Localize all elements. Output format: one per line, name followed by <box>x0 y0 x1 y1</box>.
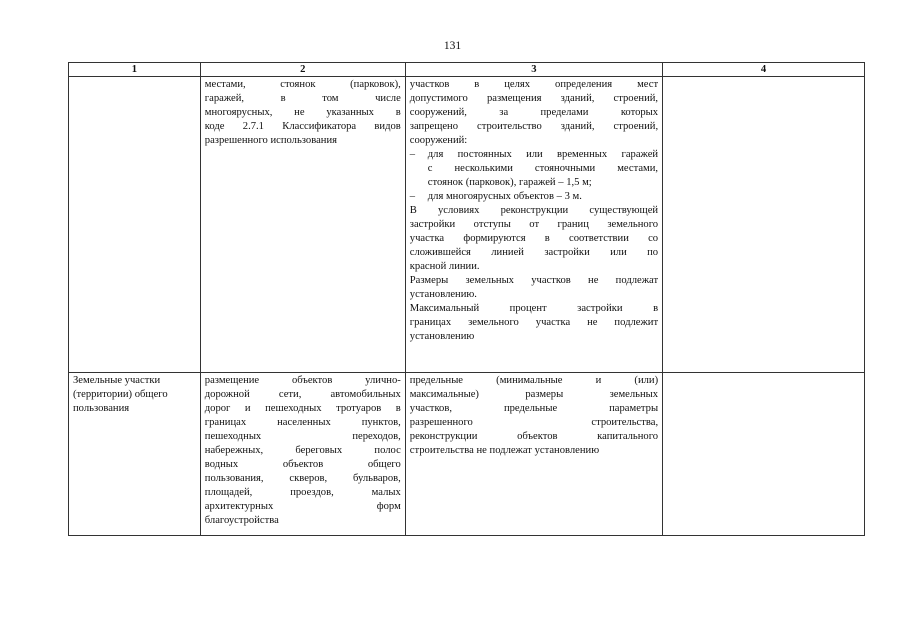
text-line: предельные (минимальные и (или) <box>409 375 659 386</box>
text-line: реконструкции объектов капитального <box>409 431 659 442</box>
text-line: сложившейся линией застройки или по <box>409 247 659 258</box>
text-line: архитектурных форм <box>204 501 401 512</box>
text-line: застройки отступы от границ земельного <box>409 219 659 230</box>
text-line: местами, стоянок (парковок), <box>204 79 401 90</box>
text-line: стоянок (парковок), гаражей – 1,5 м; <box>427 177 592 188</box>
text-line: запрещено строительство зданий, строений, <box>409 121 659 132</box>
text-line: многоярусных, не указанных в <box>204 107 401 118</box>
header-col-1: 1 <box>69 63 201 77</box>
text-line: строительства не подлежат установлению <box>409 445 600 456</box>
list-item <box>410 148 658 162</box>
row1-col1 <box>69 77 201 373</box>
row1-col3 <box>405 77 662 373</box>
header-col-4: 4 <box>663 63 865 77</box>
text-line: границах земельного участка не подлежит <box>409 317 659 328</box>
list-item <box>410 190 658 204</box>
text-line: разрешенного использования <box>204 135 337 146</box>
text-line: Земельные участки <box>73 375 161 386</box>
page-number: 131 <box>443 40 462 52</box>
header-row <box>69 63 865 77</box>
row1-col4 <box>663 77 865 373</box>
text-line: дорог и пешеходных тротуаров в <box>204 403 401 414</box>
text-line: допустимого размещения зданий, строений, <box>409 93 659 104</box>
text-line: пешеходных переходов, <box>204 431 401 442</box>
row2-col3 <box>405 373 662 536</box>
text-line: установлению <box>409 331 475 342</box>
regulations-table <box>68 62 865 536</box>
text-line: В условиях реконструкции существующей <box>409 205 659 216</box>
text-line: (территории) общего <box>73 389 168 400</box>
row2-col1 <box>69 373 201 536</box>
text-line: Размеры земельных участков не подлежат <box>409 275 659 286</box>
row1-col2 <box>200 77 405 373</box>
header-col-2: 2 <box>200 63 405 77</box>
text-line: водных объектов общего <box>204 459 401 470</box>
header-col-3: 3 <box>405 63 662 77</box>
row2-col4 <box>663 373 865 536</box>
text-line: участков в целях определения мест <box>409 79 659 90</box>
table-row <box>69 373 865 536</box>
dash-marker: – <box>409 149 416 160</box>
text-line: благоустройства <box>204 515 279 526</box>
text-line: разрешенного строительства, <box>409 417 659 428</box>
text-line: площадей, проездов, малых <box>204 487 401 498</box>
text-line: Максимальный процент застройки в <box>409 303 659 314</box>
row2-col2 <box>200 373 405 536</box>
text-line: размещение объектов улично- <box>204 375 401 386</box>
text-line: максимальные) размеры земельных <box>409 389 659 400</box>
text-line: установлению. <box>409 289 477 300</box>
text-line: сооружений: <box>409 135 468 146</box>
text-line: для многоярусных объектов – 3 м. <box>427 191 582 202</box>
text-line: с несколькими стояночными местами, <box>427 163 659 174</box>
text-line: для постоянных или временных гаражей <box>427 149 659 160</box>
text-line: участка формируются в соответствии со <box>409 233 659 244</box>
text-line: коде 2.7.1 Классификатора видов <box>204 121 401 132</box>
text-line: пользования <box>73 403 130 414</box>
text-line: сооружений, за пределами которых <box>409 107 659 118</box>
text-line: пользования, скверов, бульваров, <box>204 473 401 484</box>
text-line: дорожной сети, автомобильных <box>204 389 401 400</box>
text-line: красной линии. <box>409 261 480 272</box>
text-line: гаражей, в том числе <box>204 93 401 104</box>
text-line: границах населенных пунктов, <box>204 417 401 428</box>
dash-marker: – <box>409 191 416 202</box>
table-row <box>69 77 865 373</box>
text-line: участков, предельные параметры <box>409 403 659 414</box>
text-line: набережных, береговых полос <box>204 445 401 456</box>
